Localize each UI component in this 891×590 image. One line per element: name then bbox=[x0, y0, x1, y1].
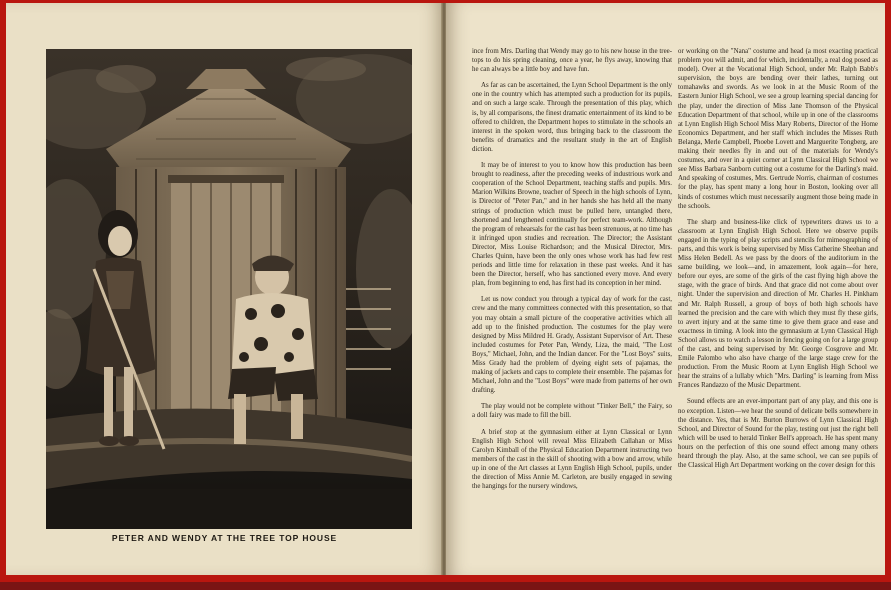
photo-icon bbox=[46, 49, 412, 529]
paragraph: The sharp and business-like click of typewriters draws us to a classroom at Lynn English High School. Here we observe pupils engaged in the typing of play scripts and stencils for mimeographing of parts, and this work is being supervised by Miss Catherine Sheehan and Miss Helen Bedell. As we pass by the doors of the auditorium in the same building, we look—and, in amazement, look again—for here, before our eyes, are some of the girls of the cast flying high above the stage, with the grace of birds. And that grace did not come about over night. Under the supervision and direction of Mr. Charles H. Pinkham and Mr. Ralph Russell, a group of boys of both high schools have learned the precision and the care with which they must fly these girls, to avert injury and at the same time to give them grace and ease and exactness in timing. A look into the gymnasium at Lynn Classical High School allows us to watch a lesson in fencing going on for a large group of the cast, and being supervised by Mr. George Cosgrove and Mr. Emile Palombo who also have charge of the large stage crew for the production. From the Music Room at Lynn English High School we hear the strains of a lullaby which "Mrs. Darling" is learning from Miss Frances Randazzo of the Music Department. bbox=[678, 218, 878, 390]
paragraph: Let us now conduct you through a typical day of work for the cast, crew and the many committees connected with this presentation, so that you may obtain a small picture of the cooperative activities which all add up to the finished production. The costumes for the play were designed by Miss Mildred H. Grady, Assistant Supervisor of Art. These included costumes for Peter Pan, Wendy, Liza, the maid, "The Lost Boys," Michael, John, and the Indian dancer. For the "Lost Boys" suits, Miss Grady had the problem of dyeing eight sets of pajamas, the making of jackets and caps to complete their ensemble. The pajamas for Michael, John and the "Lost Boys" were made from patterns of her own drafting. bbox=[472, 296, 672, 395]
paragraph: ince from Mrs. Darling that Wendy may go to his new house in the tree-tops to do his spring cleaning, once a year, he flys away, knowing that he can always be a little boy and have fun. bbox=[472, 48, 672, 74]
paragraph: As far as can be ascertained, the Lynn School Department is the only one in the country which has attempted such a production for its pupils, and on such a large scale. Through the presentation of this play, which is, by all comparisons, the finest dramatic entertainment of its kind to be offered to children, the Department hopes to stimulate in the schools an interest in the spoken word, thus bringing back to the classroom the benefits of dramatics and the resultant study in the art of English diction. bbox=[472, 82, 672, 153]
paragraph: The play would not be complete without "Tinker Bell," the Fairy, so a doll fairy was made to fill the bill. bbox=[472, 403, 672, 420]
paragraph: It may be of interest to you to know how this production has been brought to readiness, after the preceding weeks of industrious work and cooperation of the School Department, teaching staffs and pupils. Mrs. Marion Wilkins Browne, teacher of Speech in the high schools of Lynn, is Director of "Peter Pan," and in her hands she has held all the many strings of production which must be pulled here, untangled there, shortened and lengthened continually for perfect team-work. Although the program of rehearsals for the cast has been strenuous, at no time has it infringed upon studies and recreation. The Director; the Assistant Director, Miss Louise Richardson; and the Musical Director, Mrs. Charles Quinn, have been the only ones whose work has had few rest periods and little time for relaxation in these past weeks. And it has been the Director, herself, who has sanctioned every move. And every plan, from beginning to end, has first had its conception in her mind. bbox=[472, 162, 672, 288]
stage-photo bbox=[46, 49, 412, 529]
paragraph: A brief stop at the gymnasium either at Lynn Classical or Lynn English High School will reveal Miss Elizabeth Callahan or Miss Carolyn Kimball of the Physical Education Department instructing two members of the cast in the skill of shooting with a bow and arrow, while up in one of the Art classes at Lynn English High School, pupils, under the direction of Miss Annie M. Carleton, are busily engaged in sewing the hangings for the nursery windows, bbox=[472, 428, 672, 491]
text-column-2 bbox=[678, 47, 878, 477]
paragraph: Sound effects are an ever-important part of any play, and this one is no exception. Listen—we hear the sound of delicate bells somewhere in the distance. Yes, that is Mr. Burton Burrows of Lynn Classical High School, and Director of Sound for the play, testing out just the right bell which will be used to herald Tinker Bell's approach. He has spent many hours on the perfection of this one sound effect among many others heard through the play. Also, at the same school, we can see pupils of the Classical High Art Department working on the cover design for this bbox=[678, 398, 878, 470]
text-column-1 bbox=[472, 47, 672, 498]
photo-caption: PETER AND WENDY AT THE TREE TOP HOUSE bbox=[111, 533, 338, 543]
right-page bbox=[446, 3, 885, 575]
paragraph: or working on the "Nana" costume and head (a most exacting practical problem you will admit, and for which, incidentally, a real dog posed as model). Over at the Vocational High School, under Mr. Ralph Babb's supervision, the boys are bending over their lathes, turning out tomahawks and swords. As we look in at the Music Room of the Eastern Junior High School, we see a group learning special dancing for the play, under the direction of Miss Jane Thomson of the Physical Education Department of that school, while up in one of the classrooms at Lynn English High School Miss Mary Roberts, Director of the Home Economics Department, and her staff which includes the Misses Ruth Belanga, Merle Campbell, Phoebe Lovett and Marguerite Tongberg, are making their needles fly in and out of the materials for Wendy's costumes, and over in a quiet corner at Lynn Classical High School we see Miss Barbara Sanborn cutting out a costume for the Darling's maid. And speaking of costumes, Mrs. Gertrude Norris, chairman of costumes for the play, has spent many a long hour in Boston, looking over all kinds of costumes which must necessarily augment those being made in the schools. bbox=[678, 48, 878, 210]
left-page bbox=[6, 3, 443, 575]
